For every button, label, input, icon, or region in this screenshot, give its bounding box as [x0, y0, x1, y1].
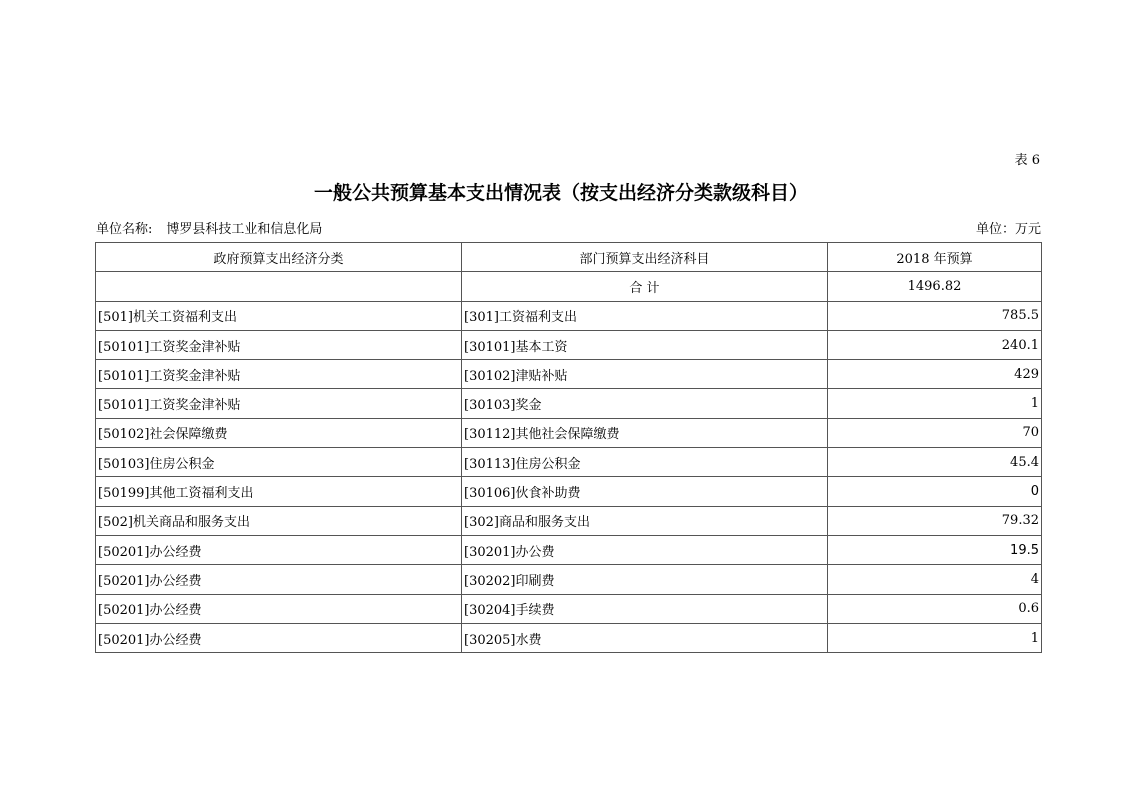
budget-table: [95, 242, 1042, 653]
gov-category-cell: [50201]办公经费: [96, 535, 462, 564]
table-row: [96, 535, 1042, 564]
amount-cell: 45.4: [828, 448, 1042, 477]
table-row: [96, 623, 1042, 652]
table-row: [96, 418, 1042, 447]
amount-cell: 19.5: [828, 535, 1042, 564]
dept-category-cell: [30204]手续费: [462, 594, 828, 623]
gov-category-cell: [50201]办公经费: [96, 594, 462, 623]
amount-cell: 1: [828, 389, 1042, 418]
header-row: [96, 243, 1042, 272]
table-row: [96, 477, 1042, 506]
unit-name-label: 单位名称:: [96, 222, 153, 237]
amount-cell: 0: [828, 477, 1042, 506]
amount-cell: 1: [828, 623, 1042, 652]
gov-category-cell: [50201]办公经费: [96, 565, 462, 594]
dept-category-cell: [30103]奖金: [462, 389, 828, 418]
dept-category-cell: [30112]其他社会保障缴费: [462, 418, 828, 447]
dept-category-cell: [301]工资福利支出: [462, 301, 828, 330]
amount-cell: 4: [828, 565, 1042, 594]
amount-cell: 79.32: [828, 506, 1042, 535]
total-row: [96, 272, 1042, 301]
total-label: 合 计: [462, 272, 828, 301]
total-value: 1496.82: [828, 272, 1042, 301]
gov-category-cell: [50201]办公经费: [96, 623, 462, 652]
header-budget-2018: 2018 年预算: [828, 243, 1042, 272]
gov-category-cell: [501]机关工资福利支出: [96, 301, 462, 330]
gov-category-cell: [50102]社会保障缴费: [96, 418, 462, 447]
table-row: [96, 360, 1042, 389]
header-dept-category: 部门预算支出经济科目: [462, 243, 828, 272]
table-row: [96, 594, 1042, 623]
table-row: [96, 330, 1042, 359]
table-row: [96, 448, 1042, 477]
amount-cell: 785.5: [828, 301, 1042, 330]
dept-category-cell: [30102]津贴补贴: [462, 360, 828, 389]
table-row: [96, 506, 1042, 535]
unit-name-block: [96, 218, 322, 237]
table-row: [96, 389, 1042, 418]
table-row: [96, 301, 1042, 330]
dept-category-cell: [30113]住房公积金: [462, 448, 828, 477]
gov-category-cell: [50101]工资奖金津补贴: [96, 360, 462, 389]
amount-cell: 70: [828, 418, 1042, 447]
table-number: 表 6: [1014, 153, 1040, 168]
dept-category-cell: [30106]伙食补助费: [462, 477, 828, 506]
amount-cell: 429: [828, 360, 1042, 389]
header-gov-category: 政府预算支出经济分类: [96, 243, 462, 272]
page-title: 一般公共预算基本支出情况表（按支出经济分类款级科目）: [313, 182, 808, 204]
dept-category-cell: [30201]办公费: [462, 535, 828, 564]
dept-category-cell: [30101]基本工资: [462, 330, 828, 359]
unit-info-row: [96, 218, 1041, 238]
currency-unit: 单位：万元: [975, 222, 1041, 237]
amount-cell: 240.1: [828, 330, 1042, 359]
gov-category-cell: [502]机关商品和服务支出: [96, 506, 462, 535]
gov-category-cell: [50103]住房公积金: [96, 448, 462, 477]
unit-name: 博罗县科技工业和信息化局: [166, 222, 323, 237]
gov-category-cell: [50101]工资奖金津补贴: [96, 330, 462, 359]
dept-category-cell: [30202]印刷费: [462, 565, 828, 594]
total-empty-cell: [96, 272, 462, 301]
gov-category-cell: [50101]工资奖金津补贴: [96, 389, 462, 418]
gov-category-cell: [50199]其他工资福利支出: [96, 477, 462, 506]
dept-category-cell: [30205]水费: [462, 623, 828, 652]
amount-cell: 0.6: [828, 594, 1042, 623]
table-row: [96, 565, 1042, 594]
dept-category-cell: [302]商品和服务支出: [462, 506, 828, 535]
